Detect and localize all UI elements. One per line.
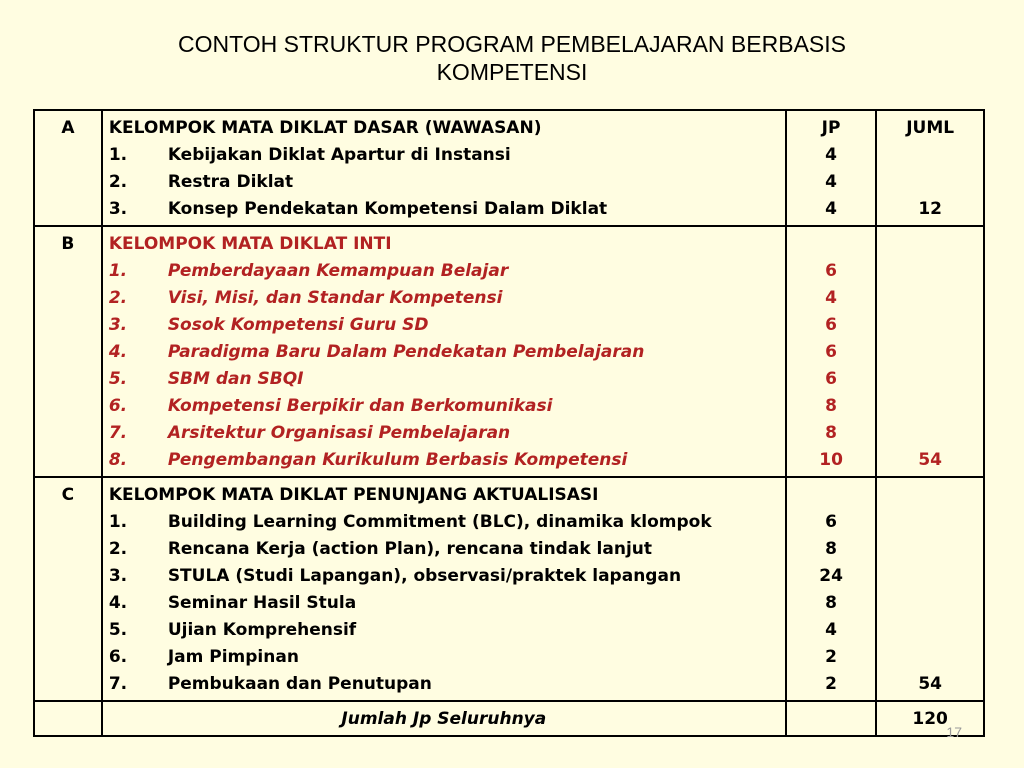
group-c-jp-value: 8	[825, 539, 837, 559]
group-c-item: 1. Building Learning Commitment (BLC), dinamika klompok	[108, 512, 712, 532]
group-a-jp-value: 4	[825, 145, 837, 165]
group-b-jp-value: 4	[825, 288, 837, 308]
group-c-item: 7. Pembukaan dan Penutupan	[108, 674, 432, 694]
group-c-jp	[786, 477, 876, 701]
group-c-jp-value: 24	[819, 566, 843, 586]
group-a-jp-value: 4	[825, 172, 837, 192]
group-c-jp-value: 6	[825, 512, 837, 532]
group-b-heading: KELOMPOK MATA DIKLAT INTI	[108, 234, 392, 254]
group-b-jp-value: 10	[819, 450, 843, 470]
group-c-code: C	[34, 477, 102, 701]
group-a-juml	[876, 110, 984, 226]
slide-title	[0, 30, 1024, 86]
group-b-item: 5. SBM dan SBQI	[108, 369, 304, 389]
grand-total-value: 120	[876, 701, 984, 736]
group-b-code: B	[34, 226, 102, 477]
grand-total-label: Jumlah Jp Seluruhnya	[102, 701, 786, 736]
group-b-item: 2. Visi, Misi, dan Standar Kompetensi	[108, 288, 503, 308]
group-b-total: 54	[918, 450, 942, 470]
group-c-description	[102, 477, 786, 701]
group-c-jp-value: 4	[825, 620, 837, 640]
group-b-item: 6. Kompetensi Berpikir dan Berkomunikasi	[108, 396, 553, 416]
group-b-juml	[876, 226, 984, 477]
group-a-code: A	[34, 110, 102, 226]
group-c-row	[34, 477, 984, 701]
group-b-jp	[786, 226, 876, 477]
group-a-total: 12	[918, 199, 942, 219]
group-b-item: 1. Pemberdayaan Kemampuan Belajar	[108, 261, 509, 281]
group-b-item: 8. Pengembangan Kurikulum Berbasis Kompetensi	[108, 450, 628, 470]
group-a-jp-value: 4	[825, 199, 837, 219]
group-c-jp-value: 2	[825, 674, 837, 694]
group-b-jp-value: 6	[825, 315, 837, 335]
grand-total-row	[34, 701, 984, 736]
group-a-description	[102, 110, 786, 226]
group-a-item: 1. Kebijakan Diklat Apartur di Instansi	[108, 145, 511, 165]
group-c-heading: KELOMPOK MATA DIKLAT PENUNJANG AKTUALISASI	[108, 485, 599, 505]
program-structure-table	[33, 109, 985, 737]
group-c-jp-value: 2	[825, 647, 837, 667]
jp-header: JP	[821, 118, 841, 138]
group-b-jp-value: 6	[825, 261, 837, 281]
grand-total-code-empty	[34, 701, 102, 736]
group-c-item: 6. Jam Pimpinan	[108, 647, 299, 667]
group-a-row	[34, 110, 984, 226]
group-b-row	[34, 226, 984, 477]
slide-title-line-2: KOMPETENSI	[436, 59, 588, 85]
group-c-item: 3. STULA (Studi Lapangan), observasi/praktek lapangan	[108, 566, 682, 586]
slide-title-line-1: CONTOH STRUKTUR PROGRAM PEMBELAJARAN BERBASIS	[178, 31, 846, 57]
group-a-item: 2. Restra Diklat	[108, 172, 294, 192]
slide-number: 17	[946, 724, 962, 740]
group-b-jp-value: 8	[825, 423, 837, 443]
group-c-item: 2. Rencana Kerja (action Plan), rencana tindak lanjut	[108, 539, 652, 559]
group-c-jp-value: 8	[825, 593, 837, 613]
group-c-juml	[876, 477, 984, 701]
group-b-jp-value: 8	[825, 396, 837, 416]
group-b-item: 3. Sosok Kompetensi Guru SD	[108, 315, 429, 335]
group-c-item: 4. Seminar Hasil Stula	[108, 593, 357, 613]
group-c-item: 5. Ujian Komprehensif	[108, 620, 357, 640]
group-c-total: 54	[918, 674, 942, 694]
group-a-item: 3. Konsep Pendekatan Kompetensi Dalam Diklat	[108, 199, 608, 219]
group-a-jp	[786, 110, 876, 226]
group-b-jp-value: 6	[825, 369, 837, 389]
group-b-jp-value: 6	[825, 342, 837, 362]
group-a-heading: KELOMPOK MATA DIKLAT DASAR (WAWASAN)	[108, 118, 542, 138]
grand-total-jp-empty	[786, 701, 876, 736]
group-b-item: 7. Arsitektur Organisasi Pembelajaran	[108, 423, 511, 443]
group-b-description	[102, 226, 786, 477]
group-b-item: 4. Paradigma Baru Dalam Pendekatan Pembelajaran	[108, 342, 645, 362]
juml-header: JUML	[906, 118, 955, 138]
